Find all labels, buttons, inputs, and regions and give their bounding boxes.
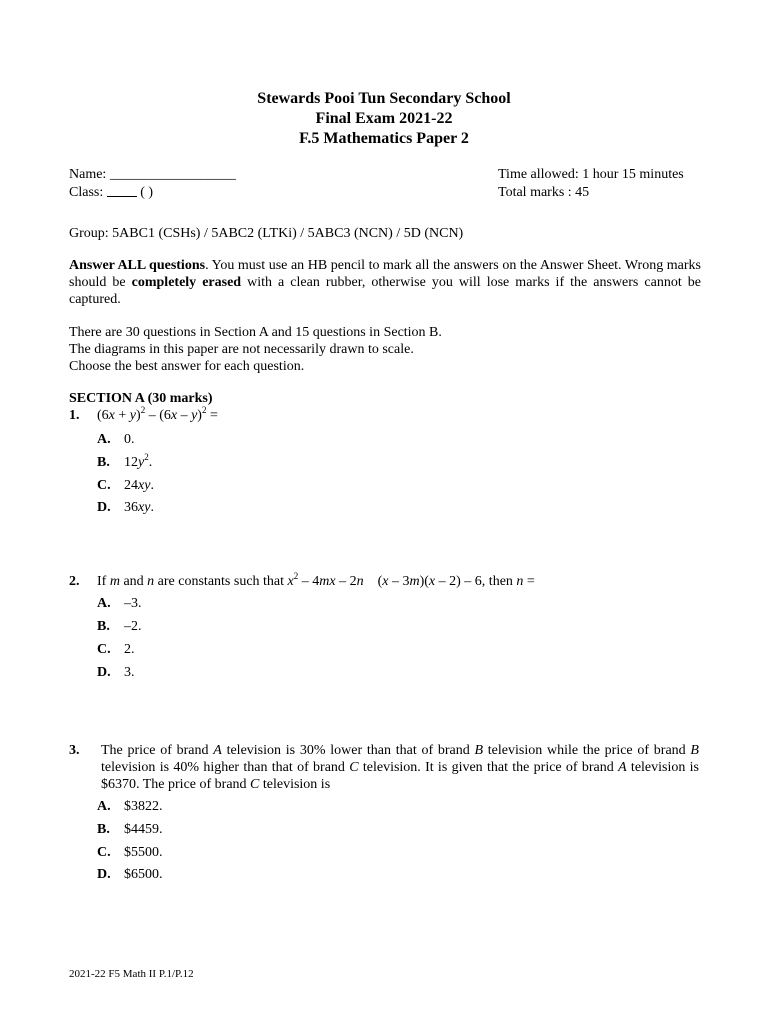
note-3: Choose the best answer for each question. xyxy=(69,359,305,374)
question-3-option-d[interactable] xyxy=(97,866,163,883)
question-1-text: $(6x + y)^2 - (6x - y)^2$ = xyxy=(97,405,218,423)
question-1-option-b[interactable] xyxy=(97,454,152,471)
option-letter: B. xyxy=(97,822,110,837)
question-2-option-a[interactable] xyxy=(97,595,142,612)
option-letter: D. xyxy=(97,867,111,882)
question-2-option-c[interactable] xyxy=(97,641,135,658)
option-letter: D. xyxy=(97,665,111,680)
instructions-text-2: with a clean rubber, otherwise you will lose marks if the answers cannot be captured. xyxy=(69,275,701,307)
option-letter: C. xyxy=(97,845,111,860)
option-text: 24xy. xyxy=(124,478,154,493)
option-text: $3822. xyxy=(124,799,163,814)
option-text: 0. xyxy=(124,432,135,447)
option-letter: C. xyxy=(97,642,111,657)
question-2-number: 2. xyxy=(69,574,80,589)
option-letter: C. xyxy=(97,478,111,493)
question-1-number: 1. xyxy=(69,408,80,423)
exam-title: Final Exam 2021-22 xyxy=(315,110,453,127)
time-allowed: Time allowed: 1 hour 15 minutes xyxy=(498,167,684,182)
question-2-option-b[interactable] xyxy=(97,618,142,635)
question-3-text: The price of brand A television is 30% lower than that of brand B television while the price of brand B television is 40% higher than that of brand C television. It is given that the price of brand A television is $6370. The price of brand C television is xyxy=(101,743,700,792)
option-letter: B. xyxy=(97,619,110,634)
option-text: –2. xyxy=(124,619,142,634)
question-3-option-b[interactable] xyxy=(97,821,163,838)
question-3-number: 3. xyxy=(69,743,80,758)
paper-title: F.5 Mathematics Paper 2 xyxy=(299,130,469,147)
option-text: $6500. xyxy=(124,867,163,882)
note-2: The diagrams in this paper are not necessarily drawn to scale. xyxy=(69,342,414,357)
option-letter: A. xyxy=(97,432,111,447)
question-1-option-a[interactable] xyxy=(97,431,135,448)
option-text: –3. xyxy=(124,596,142,611)
question-3-option-a[interactable] xyxy=(97,798,163,815)
option-text: 36xy. xyxy=(124,500,154,515)
option-letter: B. xyxy=(97,455,110,470)
section-a-heading: SECTION A (30 marks) xyxy=(69,391,213,406)
option-letter: D. xyxy=(97,500,111,515)
option-letter: A. xyxy=(97,596,111,611)
note-1: There are 30 questions in Section A and 15 questions in Section B. xyxy=(69,325,442,340)
class-label: Class: xyxy=(69,185,104,200)
option-text: 2. xyxy=(124,642,135,657)
question-1-option-d[interactable] xyxy=(97,499,154,516)
group-line: Group: 5ABC1 (CSHs) / 5ABC2 (LTKi) / 5ABC3 (NCN) / 5D (NCN) xyxy=(69,226,464,241)
school-name: Stewards Pooi Tun Secondary School xyxy=(257,90,511,107)
instructions-text-1: . You must use an HB pencil to mark all the answers on the Answer Sheet. Wrong marks should be xyxy=(69,258,701,290)
question-2-option-d[interactable] xyxy=(97,664,135,681)
class-line xyxy=(69,184,153,201)
question-3-option-c[interactable] xyxy=(97,844,163,861)
question-1-option-c[interactable] xyxy=(97,477,154,494)
instructions xyxy=(69,257,701,308)
option-text: $12y^2$. xyxy=(124,452,153,470)
total-marks: Total marks : 45 xyxy=(498,185,590,200)
option-text: $4459. xyxy=(124,822,163,837)
instructions-bold-1: Answer ALL questions xyxy=(69,258,206,273)
instructions-bold-2: completely erased xyxy=(131,275,242,290)
option-text: $5500. xyxy=(124,845,163,860)
option-text: 3. xyxy=(124,665,135,680)
class-number-paren: ( ) xyxy=(140,185,154,200)
option-letter: A. xyxy=(97,799,111,814)
name-line: Name: __________________ xyxy=(69,167,236,182)
class-blank xyxy=(107,184,137,197)
page-footer: 2021-22 F5 Math II P.1/P.12 xyxy=(69,968,194,980)
question-2-text: If m and n are constants such that $x^2 - 4mx - 2n$ (x – 3m)(x – 2) – 6, then n = xyxy=(97,571,535,589)
